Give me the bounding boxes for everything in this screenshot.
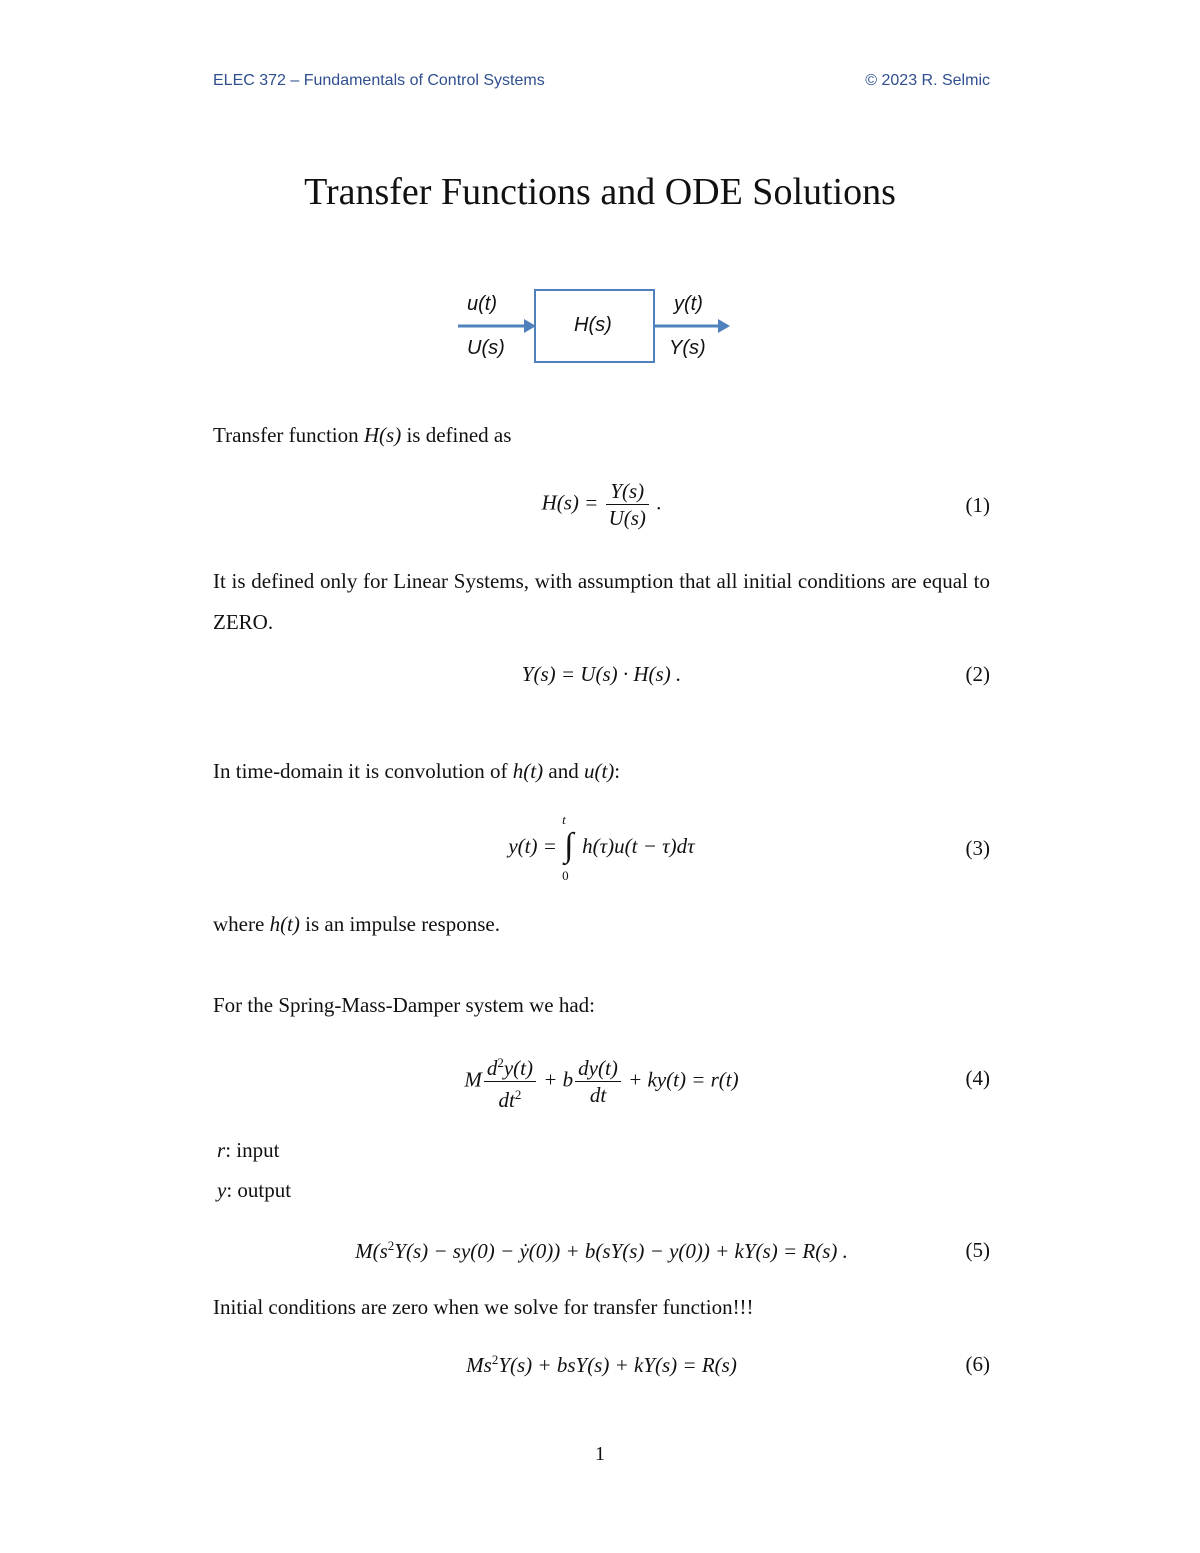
equation-2: Y(s) = U(s) · H(s) . (2) xyxy=(521,662,990,686)
paragraph-definition: Transfer function H(s) is defined as xyxy=(213,423,512,447)
page-title: Transfer Functions and ODE Solutions xyxy=(304,171,896,213)
paragraph-initial-conditions: Initial conditions are zero when we solve for transfer function!!! xyxy=(213,1295,754,1319)
page-number: 1 xyxy=(595,1443,605,1465)
paragraph-convolution: In time-domain it is convolution of h(t) and u(t): xyxy=(213,759,621,783)
equation-1-label: (1) xyxy=(965,493,990,517)
equation-4: M $\frac{d^2y(t)}{dt^2}$ + b $\frac{dy(t)}{dt}$ + ky(t) = r(t) (4) xyxy=(213,1050,990,1110)
paragraph-impulse-response: where h(t) is an impulse response. xyxy=(213,912,500,936)
equation-2-label: (2) xyxy=(965,662,990,686)
output-time-label: y(t) xyxy=(674,293,703,315)
equation-4-label: (4) xyxy=(965,1066,990,1090)
paragraph-linear-systems: It is defined only for Linear Systems, with assumption that all initial conditions are equal to ZERO. xyxy=(213,569,990,634)
paragraph-spring-mass: For the Spring-Mass-Damper system we had: xyxy=(213,993,596,1017)
equation-5: $M(s^2Y(s) - sy(0)$ − ẏ(0)) + b(sY(s) − y(0)) + kY(s) = R(s) . (5) xyxy=(355,1238,990,1263)
equation-6-label: (6) xyxy=(965,1352,990,1376)
equation-5-label: (5) xyxy=(965,1238,990,1262)
equation-3-label: (3) xyxy=(965,836,990,860)
input-time-label: u(t) xyxy=(467,293,497,315)
output-definition: y: output xyxy=(217,1178,292,1202)
output-arrowhead xyxy=(718,319,730,333)
equation-1: H(s) = $\frac{Y(s)}{U(s)}$ . (1) xyxy=(541,479,990,530)
header-copyright: © 2023 R. Selmic xyxy=(865,72,990,89)
block-label: H(s) xyxy=(574,314,612,336)
header-course: ELEC 372 – Fundamentals of Control Systems xyxy=(213,72,545,89)
block-diagram xyxy=(440,280,740,380)
equation-3: y(t) = t ∫ 0 h(τ)u(t − τ)dτ (3) xyxy=(508,812,990,883)
input-s-label: U(s) xyxy=(467,337,505,359)
output-s-label: Y(s) xyxy=(669,337,706,359)
equation-6: $Ms^2Y(s) + bsY(s) + kY(s) = R(s)$ (6) xyxy=(466,1352,990,1377)
input-definition: r: input xyxy=(217,1138,280,1162)
